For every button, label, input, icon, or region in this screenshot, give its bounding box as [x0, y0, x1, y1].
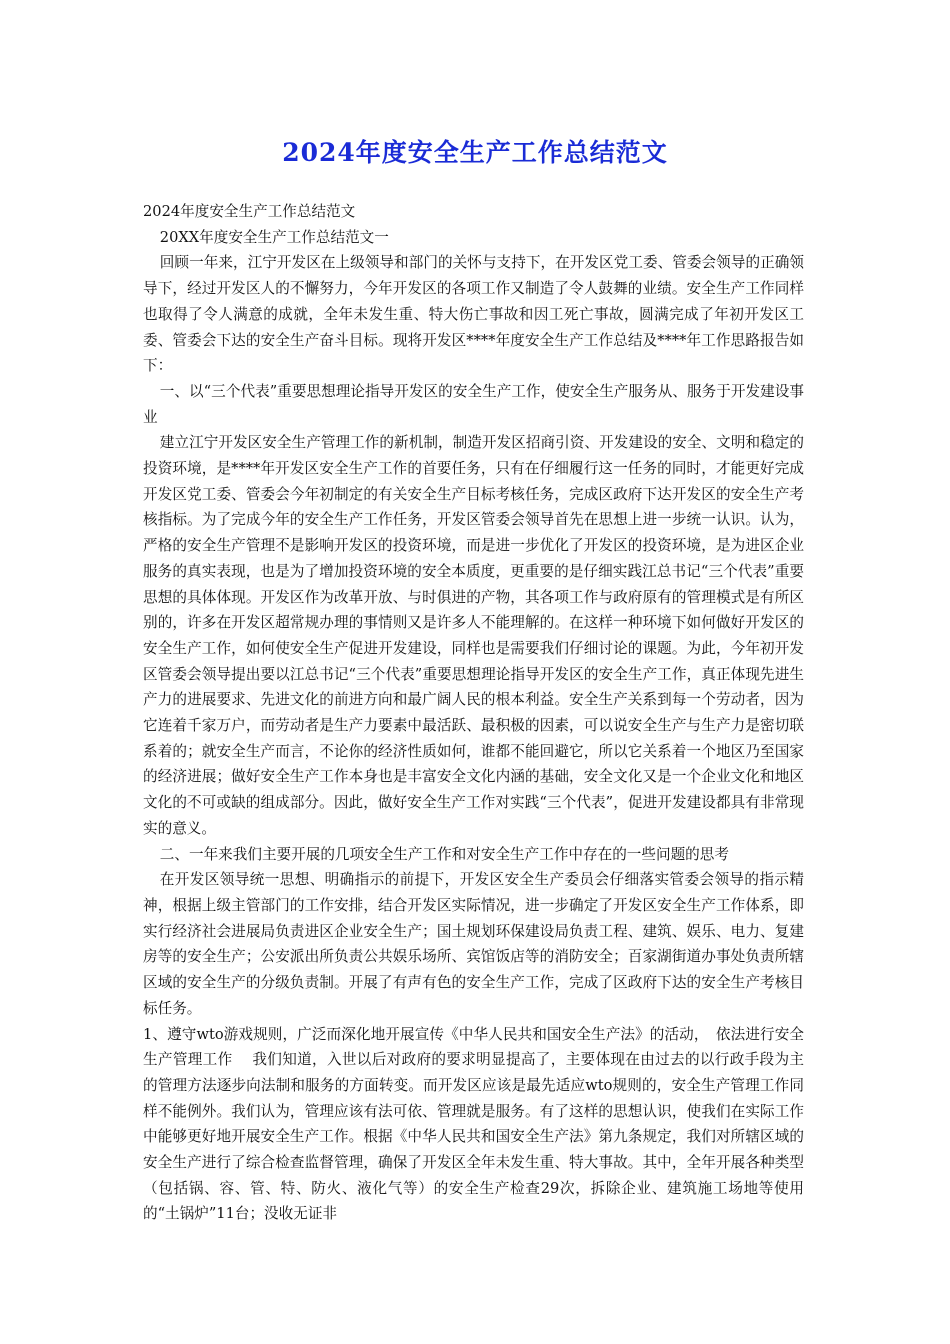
document-body — [143, 199, 804, 1227]
paragraph-section-two-body: 在开发区领导统一思想、明确指示的前提下，开发区安全生产委员会仔细落实管委会领导的指示精神，根据上级主管部门的工作安排，结合开发区实际情况，进一步确定了开发区安全生产工作体系，即实行经济社会进展局负责进区企业安全生产；国土规划环保建设局负责工程、建筑、娱乐、电力、复建房等的安全生产；公安派出所负责公共娱乐场所、宾馆饭店等的消防安全；百家湖街道办事处负责所辖区域的安全生产的分级负责制。开展了有声有色的安全生产工作，完成了区政府下达的安全生产考核目标任务。 — [143, 871, 804, 1017]
paragraph-heading: 2024年度安全生产工作总结范文 — [143, 203, 356, 220]
paragraph-section-one-heading: 一、以“三个代表”重要思想理论指导开发区的安全生产工作，使安全生产服务从、服务于开发建设事业 — [143, 382, 804, 426]
paragraph-section-two-heading: 二、一年来我们主要开展的几项安全生产工作和对安全生产工作中存在的一些问题的思考 — [159, 845, 729, 863]
paragraph-subtitle: 20XX年度安全生产工作总结范文一 — [159, 228, 389, 246]
paragraph-section-one-body: 建立江宁开发区安全生产管理工作的新机制，制造开发区招商引资、开发建设的安全、文明和稳定的投资环境，是****年开发区安全生产工作的首要任务，只有在仔细履行这一任务的同时，才能更好完成开发区党工委、管委会今年初制定的有关安全生产目标考核任务，完成区政府下达开发区的安全生产考核指标。为了完成今年的安全生产工作任务，开发区管委会领导首先在思想上进一步统一认识。认为，严格的安全生产管理不是影响开发区的投资环境，而是进一步优化了开发区的投资环境，是为进区企业服务的真实表现，也是为了增加投资环境的安全本质度，更重要的是仔细实践江总书记“三个代表”重要思想的具体体现。开发区作为改革开放、与时俱进的产物，其各项工作与政府原有的管理模式是有所区别的，许多在开发区超常规办理的事情则又是许多人不能理解的。在这样一种环境下如何做好开发区的安全生产工作，如何使安全生产促进开发建设，同样也是需要我们仔细讨论的课题。为此，今年初开发区管委会领导提出要以江总书记“三个代表”重要思想理论指导开发区的安全生产工作，真正体现先进生产力的进展要求、先进文化的前进方向和最广阔人民的根本利益。安全生产关系到每一个劳动者，因为它连着千家万户，而劳动者是生产力要素中最活跃、最积极的因素，可以说安全生产与生产力是密切联系着的；就安全生产而言，不论你的经济性质如何，谁都不能回避它，所以它关系着一个地区乃至国家的经济进展；做好安全生产工作本身也是丰富安全文化内涵的基础，安全文化又是一个企业文化和地区文化的不可或缺的组成部分。因此，做好安全生产工作对实践“三个代表”，促进开发建设都具有非常现实的意义。 — [143, 434, 804, 837]
document-title: 2024年度安全生产工作总结范文 — [282, 138, 668, 167]
paragraph-review: 回顾一年来，江宁开发区在上级领导和部门的关怀与支持下，在开发区党工委、管委会领导的正确领导下，经过开发区人的不懈努力，今年开发区的各项工作又制造了令人鼓舞的业绩。安全生产工作同样也取得了令人满意的成就，全年未发生重、特大伤亡事故和因工死亡事故，圆满完成了年初开发区工委、管委会下达的安全生产奋斗目标。现将开发区****年度安全生产工作总结及****年工作思路报告如下： — [143, 254, 804, 375]
paragraph-item-one: 1、遵守wto游戏规则，广泛而深化地开展宣传《中华人民共和国安全生产法》的活动， 依法进行安全生产管理工作 我们知道，入世以后对政府的要求明显提高了，主要体现在由过去的以行政手段为主的管理方法逐步向法制和服务的方面转变。而开发区应该是最先适应wto规则的，安全生产管理工作同样不能例外。我们认为，管理应该有法可依、管理就是服务。有了这样的思想认识，使我们在实际工作中能够更好地开展安全生产工作。根据《中华人民共和国安全生产法》第九条规定，我们对所辖区域的安全生产进行了综合检查监督管理，确保了开发区全年未发生重、特大事故。其中，全年开展各种类型（包括锅、容、管、特、防火、液化气等）的安全生产检查29次，拆除企业、建筑施工场地等使用的“土锅炉”11台；没收无证非 — [143, 1025, 804, 1223]
